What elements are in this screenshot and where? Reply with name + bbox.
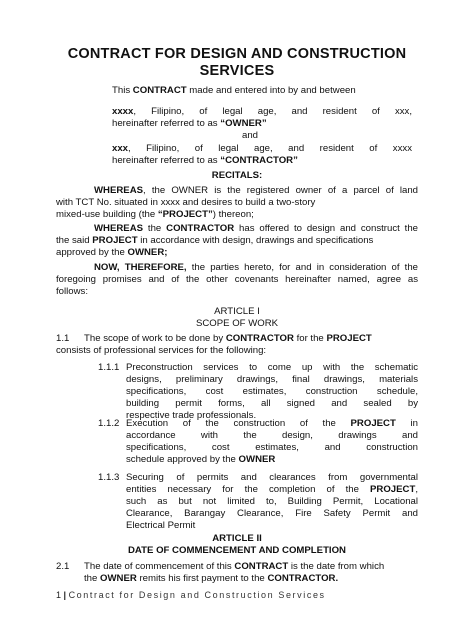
section-1-1-1-line-1: Preconstruction services to come up with the schematic <box>126 362 418 373</box>
section-1-1-3-line-5: Electrical Permit <box>126 520 196 531</box>
section-2-1-number: 2.1 <box>56 561 70 572</box>
document-title-line-1: CONTRACT FOR DESIGN AND CONSTRUCTION <box>67 46 407 62</box>
section-1-1-1-number: 1.1.1 <box>98 362 120 373</box>
footer-separator: | <box>63 590 67 600</box>
footer-page-number: 1 <box>56 590 62 600</box>
article-1-heading: ARTICLE I <box>214 306 260 317</box>
section-1-1-line-1: The scope of work to be done by CONTRACTOR for the PROJECT <box>84 333 372 344</box>
whereas2-line-2: the said PROJECT in accordance with design, drawings and specifications <box>56 235 374 246</box>
party1-line-2: hereinafter referred to as “OWNER” <box>112 118 267 129</box>
section-1-1-2-line-1: Execution of the construction of the PROJECT in <box>126 418 418 429</box>
section-1-1-3-line-2: entities necessary for the completion of the PROJECT, <box>126 484 418 495</box>
whereas2-line-1: WHEREAS the CONTRACTOR has offered to design and construct the <box>94 223 419 234</box>
section-1-1-1-line-5: respective trade professionals. <box>126 410 257 421</box>
section-1-1-3-line-4: Clearance, Barangay Clearance, Fire Safety Permit and <box>126 508 418 519</box>
section-2-1-line-1: The date of commencement of this CONTRACT is the date from which <box>84 561 385 572</box>
footer-document-title: Contract for Design and Construction Services <box>68 590 326 600</box>
now-therefore-line-2: foregoing promises and of the other covenants hereinafter named, agree as <box>56 274 418 285</box>
whereas2-line-3: approved by the OWNER; <box>56 247 168 258</box>
party2-line-1: xxx, Filipino, of legal age, and resident of xxxx <box>112 143 412 154</box>
section-1-1-2-number: 1.1.2 <box>98 418 120 429</box>
section-1-1-1-line-2: designs, preliminary drawings, final drawings, materials <box>126 374 418 385</box>
section-1-1-2-line-2: accordance with the design, drawings and <box>126 430 418 441</box>
section-1-1-1-line-4: building permit forms, all signed and sealed by <box>126 398 418 409</box>
intro-line: This CONTRACT made and entered into by and between <box>112 85 356 96</box>
section-1-1-3-line-3: such as but not limited to, Building Permit, Locational <box>126 496 418 507</box>
section-1-1-line-2: consists of professional services for the following: <box>56 345 267 356</box>
whereas1-line-1: WHEREAS, the OWNER is the registered owner of a parcel of land <box>94 185 419 196</box>
and-word: and <box>242 130 259 141</box>
section-1-1-number: 1.1 <box>56 333 70 344</box>
now-therefore-line-1: NOW, THEREFORE, the parties hereto, for and in consideration of the <box>94 262 419 273</box>
section-1-1-1-line-3: specifications, cost estimates, construction schedule, <box>126 386 418 397</box>
article-2-heading: ARTICLE II <box>212 533 262 544</box>
section-2-1-line-2: the OWNER remits his first payment to the CONTRACTOR. <box>84 573 339 584</box>
article-2-subheading: DATE OF COMMENCEMENT AND COMPLETION <box>128 545 346 556</box>
article-1-subheading: SCOPE OF WORK <box>195 318 279 329</box>
now-therefore-line-3: follows: <box>56 286 88 297</box>
whereas1-line-3: mixed-use building (the “PROJECT”) thereon; <box>56 209 254 220</box>
party2-line-2: hereinafter referred to as “CONTRACTOR” <box>112 155 298 166</box>
party1-line-1: xxxx, Filipino, of legal age, and resident of xxx, <box>112 106 412 117</box>
section-1-1-2-line-4: schedule approved by the OWNER <box>126 454 276 465</box>
section-1-1-2-line-3: specifications, cost estimates, and construction <box>126 442 418 453</box>
recitals-heading: RECITALS: <box>211 170 263 181</box>
section-1-1-3-line-1: Securing of permits and clearances from governmental <box>126 472 418 483</box>
whereas1-line-2: with TCT No. situated in xxxx and desires to build a two-story <box>56 197 316 208</box>
section-1-1-3-number: 1.1.3 <box>98 472 120 483</box>
page-footer <box>56 590 326 600</box>
document-title-line-2: SERVICES <box>199 63 275 79</box>
